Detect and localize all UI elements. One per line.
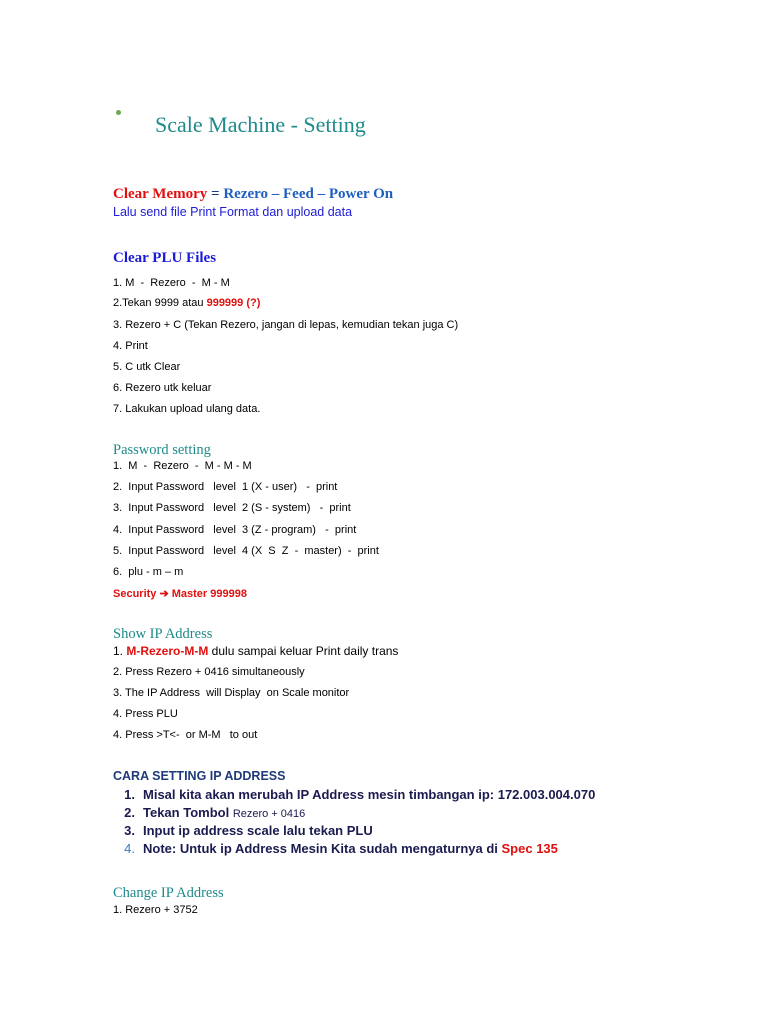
clear-plu-item-7: 7. Lakukan upload ulang data. xyxy=(113,403,261,415)
clear-memory-note: Lalu send file Print Format dan upload data xyxy=(113,205,353,219)
cara-item-2-num: 2. xyxy=(124,805,135,820)
cara-item-2-text: Tekan Tombol xyxy=(143,805,233,820)
clear-memory-line xyxy=(113,186,393,203)
page-title: Scale Machine - Setting xyxy=(155,112,366,137)
show-ip-item-2: 2. Press Rezero + 0416 simultaneously xyxy=(113,666,305,678)
password-item-1: 1. M - Rezero - M - M - M xyxy=(113,460,252,472)
password-item-6: 6. plu - m – m xyxy=(113,566,184,578)
show-ip-item-1 xyxy=(113,644,398,658)
clear-plu-item-4: 4. Print xyxy=(113,340,148,352)
cara-heading: CARA SETTING IP ADDRESS xyxy=(113,769,286,783)
password-item-3: 3. Input Password level 2 (S - system) - print xyxy=(113,502,351,514)
password-item-5: 5. Input Password level 4 (X S Z - master) - print xyxy=(113,545,379,557)
clear-plu-item-5: 5. C utk Clear xyxy=(113,361,181,373)
show-ip-item-4: 4. Press PLU xyxy=(113,708,178,720)
cara-item-4-highlight: Spec 135 xyxy=(501,841,558,856)
show-ip-heading: Show IP Address xyxy=(113,626,213,642)
password-item-4: 4. Input Password level 3 (Z - program) - print xyxy=(113,524,357,536)
bullet-dot-icon xyxy=(116,110,121,115)
change-ip-heading: Change IP Address xyxy=(113,885,224,901)
cara-item-2 xyxy=(113,805,305,820)
cara-item-3-text: Input ip address scale lalu tekan PLU xyxy=(143,823,373,838)
show-ip-item-1-num: 1. xyxy=(113,644,127,658)
clear-plu-item-3: 3. Rezero + C (Tekan Rezero, jangan di lepas, kemudian tekan juga C) xyxy=(113,319,459,331)
cara-item-4 xyxy=(113,841,558,856)
clear-plu-item-2-highlight: 999999 (?) xyxy=(206,297,261,309)
clear-memory-label: Clear Memory xyxy=(113,186,208,202)
clear-memory-equals: = xyxy=(207,186,224,202)
show-ip-item-3: 3. The IP Address will Display on Scale monitor xyxy=(113,687,350,699)
cara-item-4-num: 4. xyxy=(124,841,135,856)
show-ip-item-5: 4. Press >T<- or M-M to out xyxy=(113,729,258,741)
cara-item-2-extra: Rezero + 0416 xyxy=(232,808,306,820)
cara-item-4-text: Note: Untuk ip Address Mesin Kita sudah mengaturnya di xyxy=(143,841,502,856)
change-ip-item-1: 1. Rezero + 3752 xyxy=(113,904,198,916)
password-heading: Password setting xyxy=(113,442,211,458)
clear-plu-heading: Clear PLU Files xyxy=(113,250,217,266)
clear-plu-item-2 xyxy=(113,297,260,309)
cara-item-1-num: 1. xyxy=(124,787,135,802)
cara-item-1-text: Misal kita akan merubah IP Address mesin timbangan ip: 172.003.004.070 xyxy=(143,787,596,802)
clear-plu-item-1: 1. M - Rezero - M - M xyxy=(113,277,230,289)
clear-memory-steps: Rezero – Feed – Power On xyxy=(223,186,394,202)
cara-item-3-num: 3. xyxy=(124,823,135,838)
show-ip-item-1-text: dulu sampai keluar Print daily trans xyxy=(208,644,399,658)
password-item-2: 2. Input Password level 1 (X - user) - print xyxy=(113,481,338,493)
security-note: Security ➔ Master 999998 xyxy=(113,588,247,600)
show-ip-item-1-highlight: M-Rezero-M-M xyxy=(126,644,209,658)
clear-plu-item-2-text: 2.Tekan 9999 atau xyxy=(113,297,207,309)
cara-item-1 xyxy=(113,787,595,802)
cara-item-3 xyxy=(113,823,373,838)
clear-plu-item-6: 6. Rezero utk keluar xyxy=(113,382,212,394)
